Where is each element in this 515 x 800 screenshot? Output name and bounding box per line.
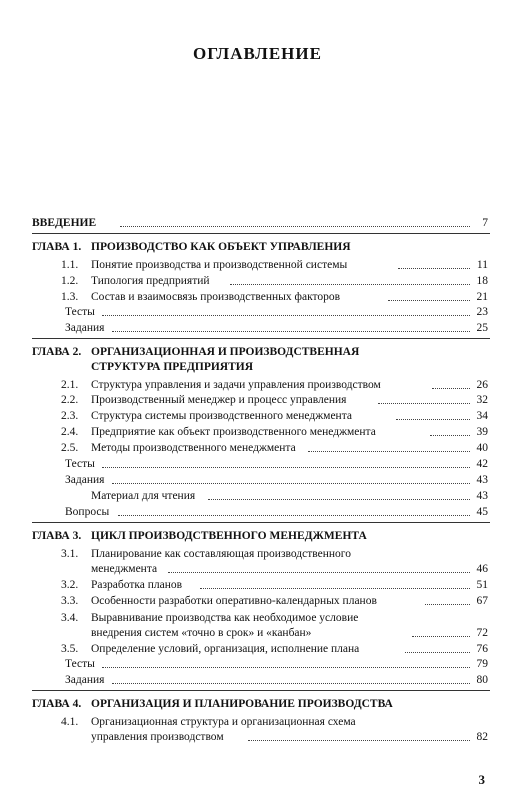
toc-page-number: 34 bbox=[476, 410, 488, 422]
toc-entry[interactable] bbox=[0, 274, 515, 288]
toc-entry[interactable] bbox=[0, 505, 515, 519]
toc-entry[interactable] bbox=[0, 425, 515, 439]
page-number: 3 bbox=[478, 772, 485, 787]
section-title: Производственный менеджер и процесс управления bbox=[91, 394, 347, 406]
section-number: 1.1. bbox=[61, 259, 79, 271]
toc-entry[interactable] bbox=[0, 578, 515, 592]
toc-page-number: 43 bbox=[476, 474, 488, 486]
dot-leader bbox=[430, 435, 470, 436]
chapter-heading-2[interactable] bbox=[0, 345, 515, 359]
dot-leader bbox=[432, 388, 470, 389]
section-number: 2.2. bbox=[61, 394, 79, 406]
section-title: Определение условий, организация, исполнение плана bbox=[91, 643, 360, 655]
chapter-number: ГЛАВА 1. bbox=[32, 241, 82, 253]
toc-page-number: 76 bbox=[476, 643, 488, 655]
chapter-heading-1[interactable] bbox=[0, 240, 515, 254]
dot-leader bbox=[168, 572, 470, 573]
chapter-title: ОРГАНИЗАЦИОННАЯ И ПРОИЗВОДСТВЕННАЯ bbox=[91, 346, 360, 358]
toc-page-number: 7 bbox=[482, 217, 488, 229]
toc-page-number: 43 bbox=[476, 490, 488, 502]
toc-entry[interactable] bbox=[0, 657, 515, 671]
separator bbox=[32, 338, 490, 339]
toc-page-number: 21 bbox=[476, 291, 488, 303]
section-number: 1.2. bbox=[61, 275, 79, 287]
section-number: 3.4. bbox=[61, 612, 79, 624]
section-number: 2.3. bbox=[61, 410, 79, 422]
chapter-number: ГЛАВА 3. bbox=[32, 530, 82, 542]
toc-entry-cont[interactable] bbox=[0, 626, 515, 640]
toc-page-number: 72 bbox=[476, 627, 488, 639]
section-title: Тесты bbox=[65, 306, 95, 318]
section-title: Разработка планов bbox=[91, 579, 183, 591]
toc-entry-label: ВВЕДЕНИЕ bbox=[32, 217, 97, 229]
dot-leader bbox=[102, 315, 470, 316]
toc-entry[interactable] bbox=[0, 473, 515, 487]
section-number: 3.2. bbox=[61, 579, 79, 591]
section-title: Предприятие как объект производственного менеджмента bbox=[91, 426, 376, 438]
separator bbox=[32, 233, 490, 234]
dot-leader bbox=[398, 268, 470, 269]
dot-leader bbox=[425, 604, 470, 605]
toc-page-number: 26 bbox=[476, 379, 488, 391]
chapter-heading-3[interactable] bbox=[0, 529, 515, 543]
section-title: внедрения систем «точно в срок» и «канбан» bbox=[91, 627, 312, 639]
toc-page-number: 32 bbox=[476, 394, 488, 406]
dot-leader bbox=[118, 515, 470, 516]
dot-leader bbox=[120, 226, 470, 227]
chapter-heading-2-cont bbox=[0, 360, 515, 374]
toc-page-number: 45 bbox=[476, 506, 488, 518]
toc-entry-cont[interactable] bbox=[0, 562, 515, 576]
toc-entry[interactable] bbox=[0, 715, 515, 729]
toc-page-number: 11 bbox=[476, 259, 488, 271]
section-title: Задания bbox=[65, 322, 105, 334]
section-title: управления производством bbox=[91, 731, 224, 743]
section-number: 2.5. bbox=[61, 442, 79, 454]
toc-entry[interactable] bbox=[0, 290, 515, 304]
toc-entry[interactable] bbox=[0, 642, 515, 656]
chapter-title: СТРУКТУРА ПРЕДПРИЯТИЯ bbox=[91, 361, 254, 373]
dot-leader bbox=[112, 483, 470, 484]
toc-entry[interactable] bbox=[0, 457, 515, 471]
toc-page-number: 39 bbox=[476, 426, 488, 438]
dot-leader bbox=[112, 683, 470, 684]
toc-page-number: 25 bbox=[476, 322, 488, 334]
section-title: Тесты bbox=[65, 458, 95, 470]
chapter-title: ОРГАНИЗАЦИЯ И ПЛАНИРОВАНИЕ ПРОИЗВОДСТВА bbox=[91, 698, 393, 710]
toc-entry[interactable] bbox=[0, 378, 515, 392]
dot-leader bbox=[396, 419, 470, 420]
dot-leader bbox=[208, 499, 470, 500]
toc-entry[interactable] bbox=[0, 441, 515, 455]
toc-page-number: 23 bbox=[476, 306, 488, 318]
toc-entry[interactable] bbox=[0, 673, 515, 687]
toc-page-number: 79 bbox=[476, 658, 488, 670]
section-number: 1.3. bbox=[61, 291, 79, 303]
section-title: Типология предприятий bbox=[91, 275, 210, 287]
toc-entry[interactable] bbox=[0, 305, 515, 319]
section-number: 4.1. bbox=[61, 716, 79, 728]
dot-leader bbox=[308, 451, 470, 452]
chapter-number: ГЛАВА 2. bbox=[32, 346, 82, 358]
section-number: 3.3. bbox=[61, 595, 79, 607]
toc-entry[interactable] bbox=[0, 258, 515, 272]
toc-page-number: 67 bbox=[476, 595, 488, 607]
toc-page-number: 80 bbox=[476, 674, 488, 686]
section-title: Задания bbox=[65, 674, 105, 686]
toc-page-number: 46 bbox=[476, 563, 488, 575]
toc-page-number: 40 bbox=[476, 442, 488, 454]
separator bbox=[32, 690, 490, 691]
toc-entry-intro[interactable] bbox=[0, 216, 515, 230]
page-title: ОГЛАВЛЕНИЕ bbox=[193, 44, 322, 63]
toc-entry[interactable] bbox=[0, 547, 515, 561]
dot-leader bbox=[112, 331, 470, 332]
section-title: Понятие производства и производственной системы bbox=[91, 259, 348, 271]
toc-entry[interactable] bbox=[0, 409, 515, 423]
toc-page-number: 42 bbox=[476, 458, 488, 470]
section-number: 2.4. bbox=[61, 426, 79, 438]
separator bbox=[32, 522, 490, 523]
dot-leader bbox=[102, 467, 470, 468]
section-number: 3.1. bbox=[61, 548, 79, 560]
section-title: Организационная структура и организационная схема bbox=[91, 716, 356, 728]
chapter-number: ГЛАВА 4. bbox=[32, 698, 82, 710]
toc-entry[interactable] bbox=[0, 611, 515, 625]
toc-entry[interactable] bbox=[0, 321, 515, 335]
chapter-heading-4[interactable] bbox=[0, 697, 515, 711]
dot-leader bbox=[248, 740, 470, 741]
dot-leader bbox=[230, 284, 470, 285]
section-title: Вопросы bbox=[65, 506, 110, 518]
section-title: Состав и взаимосвязь производственных факторов bbox=[91, 291, 341, 303]
dot-leader bbox=[102, 667, 470, 668]
section-number: 2.1. bbox=[61, 379, 79, 391]
toc-page-number: 18 bbox=[476, 275, 488, 287]
section-title: Методы производственного менеджмента bbox=[91, 442, 296, 454]
section-title: Особенности разработки оперативно-календарных планов bbox=[91, 595, 377, 607]
dot-leader bbox=[378, 403, 470, 404]
section-title: Тесты bbox=[65, 658, 95, 670]
section-number: 3.5. bbox=[61, 643, 79, 655]
toc-entry-cont[interactable] bbox=[0, 730, 515, 744]
toc-page-number: 82 bbox=[476, 731, 488, 743]
section-title: менеджмента bbox=[91, 563, 158, 575]
dot-leader bbox=[412, 636, 470, 637]
section-title: Материал для чтения bbox=[91, 490, 196, 502]
chapter-title: ПРОИЗВОДСТВО КАК ОБЪЕКТ УПРАВЛЕНИЯ bbox=[91, 241, 351, 253]
section-title: Структура системы производственного менеджмента bbox=[91, 410, 352, 422]
chapter-title: ЦИКЛ ПРОИЗВОДСТВЕННОГО МЕНЕДЖМЕНТА bbox=[91, 530, 367, 542]
dot-leader bbox=[405, 652, 470, 653]
toc-entry[interactable] bbox=[0, 393, 515, 407]
section-title: Выравнивание производства как необходимое условие bbox=[91, 612, 359, 624]
section-title: Задания bbox=[65, 474, 105, 486]
toc-page-number: 51 bbox=[476, 579, 488, 591]
toc-entry[interactable] bbox=[0, 594, 515, 608]
dot-leader bbox=[388, 300, 470, 301]
section-title: Структура управления и задачи управления производством bbox=[91, 379, 381, 391]
section-title: Планирование как составляющая производственного bbox=[91, 548, 351, 560]
dot-leader bbox=[200, 588, 470, 589]
toc-entry[interactable] bbox=[0, 489, 515, 503]
